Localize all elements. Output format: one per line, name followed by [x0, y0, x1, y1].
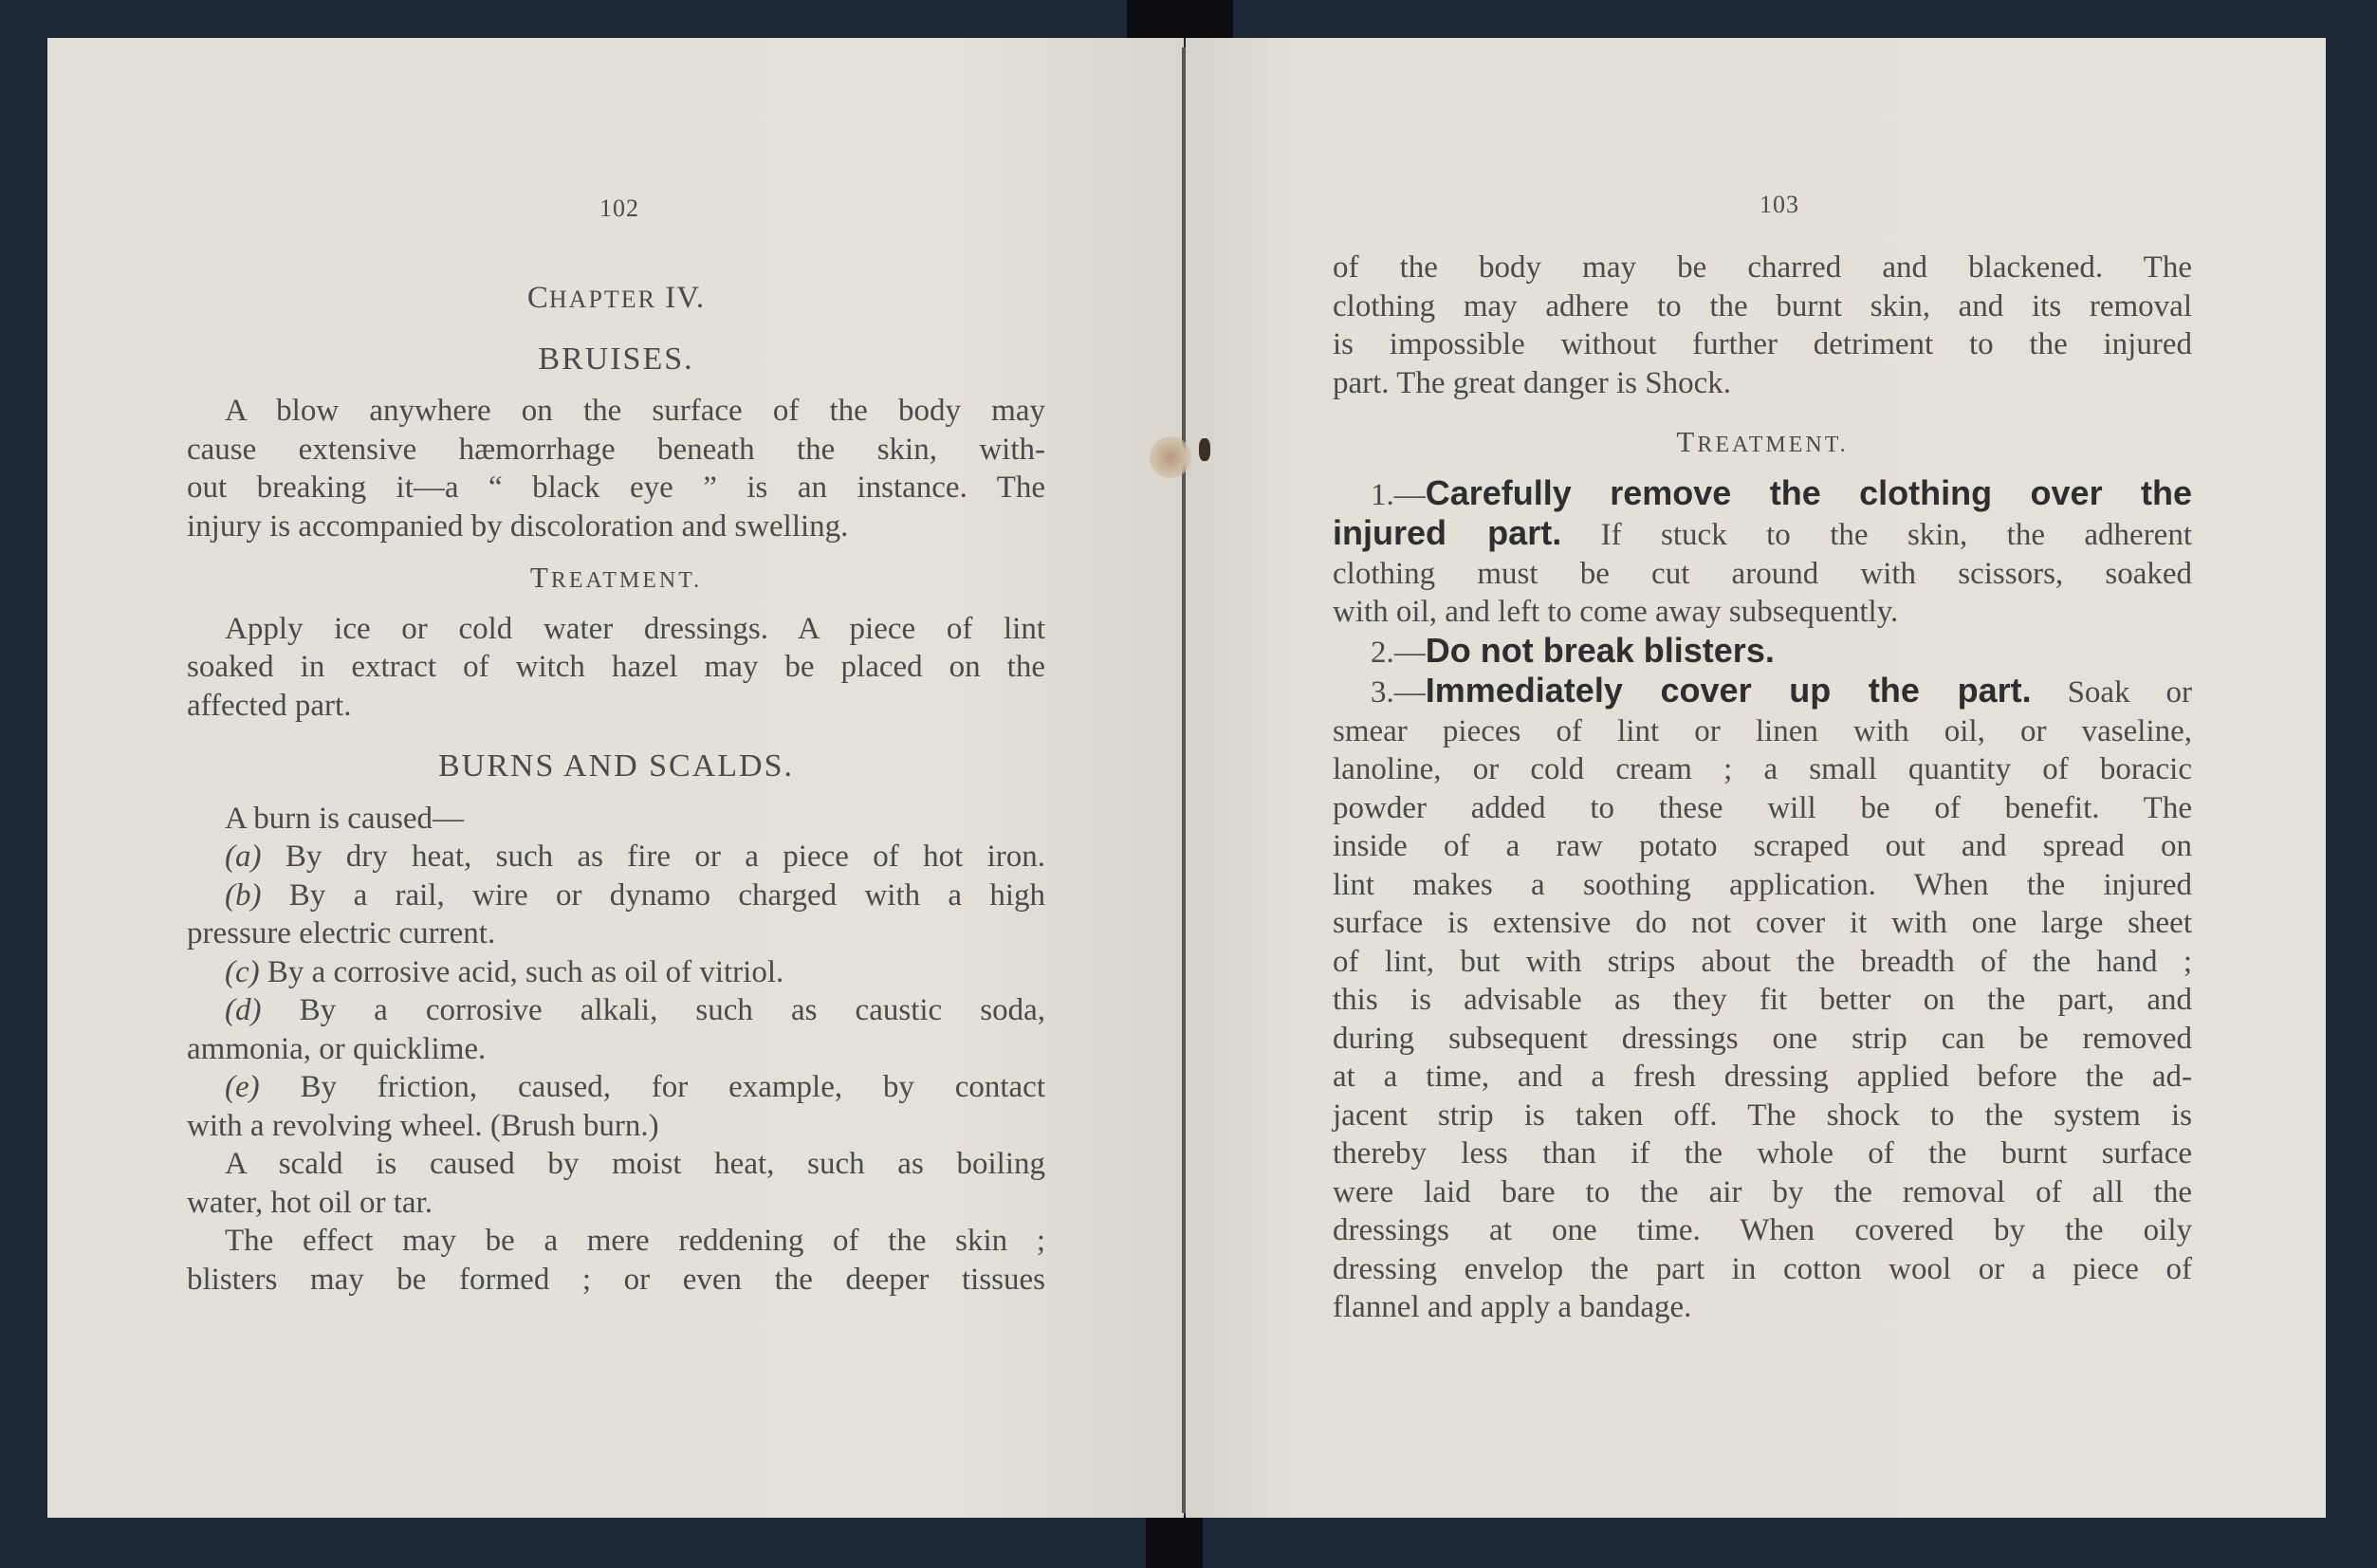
book-spine-top [1127, 0, 1233, 38]
treatment-line: soaked in extract of witch hazel may be placed on the [187, 650, 1045, 684]
effect-line: blisters may be formed ; or even the deeper tissues [187, 1262, 1045, 1297]
list-item-a: (a) By dry heat, such as fire or a piece of hot iron. [225, 839, 1045, 874]
step-3-line: flannel and apply a bandage. [1333, 1290, 1692, 1324]
step-2: 2.—Do not break blisters. [1371, 630, 1775, 670]
heading-bruises: BRUISES. [538, 341, 694, 377]
list-item-c: (c) By a corrosive acid, such as oil of vitriol. [225, 954, 784, 989]
scald-line: water, hot oil or tar. [187, 1185, 433, 1220]
page-number-left: 102 [599, 194, 639, 222]
list-item-b-cont: pressure electric current. [187, 916, 496, 950]
step-3-line: lanoline, or cold cream ; a small quantity of boracic [1333, 752, 2192, 786]
step-3-line: inside of a raw potato scraped out and spread on [1333, 829, 2192, 863]
book-gutter [1182, 47, 1186, 1513]
page-number-right: 103 [1760, 191, 1799, 218]
step-3-line: thereby less than if the whole of the burnt surface [1333, 1136, 2192, 1171]
continuation-line: is impossible without further detriment to the injured [1333, 327, 2192, 361]
step-3-line: smear pieces of lint or linen with oil, or vaseline, [1333, 713, 2192, 748]
step-3-line: jacent strip is taken off. The shock to the system is [1333, 1098, 2192, 1133]
step-1-cont: injured part. If stuck to the skin, the adherent [1333, 513, 2192, 552]
chapter-title: CHAPTER IV. [526, 281, 706, 315]
bruises-line: cause extensive hæmorrhage beneath the skin, with- [187, 432, 1045, 467]
burn-intro: A burn is caused— [225, 801, 465, 836]
step-1: 1.—Carefully remove the clothing over the [1371, 472, 2192, 512]
list-item-e-cont: with a revolving wheel. (Brush burn.) [187, 1108, 659, 1143]
book-spine-bottom [1146, 1516, 1203, 1568]
treatment-line: affected part. [187, 688, 352, 723]
ink-blot [1199, 438, 1210, 461]
list-item-b: (b) By a rail, wire or dynamo charged with a high [225, 877, 1045, 913]
effect-line: The effect may be a mere reddening of the skin ; [225, 1224, 1045, 1258]
step-3-line: dressing envelop the part in cotton wool or a piece of [1333, 1251, 2192, 1286]
step-3-line: of lint, but with strips about the breadth of the hand ; [1333, 944, 2192, 979]
step-3-line: dressings at one time. When covered by the oily [1333, 1213, 2192, 1247]
treatment-line: Apply ice or cold water dressings. A piece of lint [225, 611, 1045, 646]
list-item-e: (e) By friction, caused, for example, by contact [225, 1070, 1045, 1104]
right-column [1333, 249, 2192, 1327]
step-3-line: surface is extensive do not cover it with one large sheet [1333, 906, 2192, 940]
left-column [187, 279, 1045, 1299]
step-3-line: at a time, and a fresh dressing applied before the ad- [1333, 1060, 2192, 1094]
step-3-line: were laid bare to the air by the removal of all the [1333, 1174, 2192, 1209]
scald-line: A scald is caused by moist heat, such as boiling [225, 1147, 1045, 1181]
bruises-line: injury is accompanied by discoloration and swelling. [187, 508, 849, 544]
heading-burns-scalds: BURNS AND SCALDS. [437, 748, 795, 784]
step-3-line: this is advisable as they fit better on the part, and [1333, 983, 2192, 1017]
continuation-line: part. The great danger is Shock. [1333, 365, 1732, 400]
step-3: 3.—Immediately cover up the part. Soak or [1371, 671, 2192, 710]
step-3-line: powder added to these will be of benefit. The [1333, 790, 2192, 825]
list-item-d: (d) By a corrosive alkali, such as caustic soda, [225, 993, 1045, 1027]
treatment-heading-right: TREATMENT. [1676, 425, 1849, 458]
bruises-line: out breaking it—a “ black eye ” is an instance. The [187, 470, 1045, 505]
step-1-line: with oil, and left to come away subsequently. [1333, 595, 1899, 629]
step-1-line: clothing must be cut around with scissors, soaked [1333, 556, 2192, 591]
list-item-d-cont: ammonia, or quicklime. [187, 1031, 487, 1066]
step-3-line: during subsequent dressings one strip can be removed [1333, 1021, 2192, 1056]
bruises-line: A blow anywhere on the surface of the body may [225, 394, 1045, 428]
continuation-line: clothing may adhere to the burnt skin, and its removal [1333, 288, 2192, 323]
treatment-heading-left: TREATMENT. [529, 561, 703, 594]
continuation-line: of the body may be charred and blackened. The [1333, 250, 2192, 285]
step-3-line: lint makes a soothing application. When the injured [1333, 867, 2192, 902]
paper-stain [1150, 436, 1191, 478]
